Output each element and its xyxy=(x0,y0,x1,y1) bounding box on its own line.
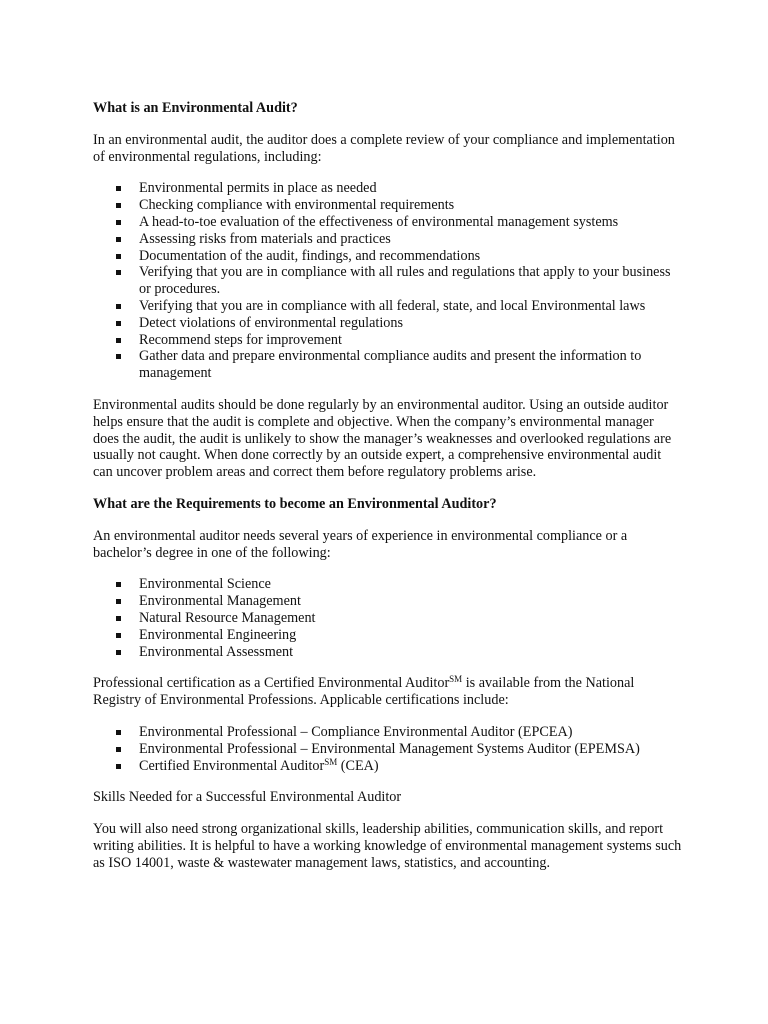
list-item: Environmental Assessment xyxy=(93,644,683,661)
list-item: Verifying that you are in compliance with all rules and regulations that apply to your business or procedures. xyxy=(93,264,683,298)
list-item: Environmental permits in place as needed xyxy=(93,180,683,197)
section-heading-skills: Skills Needed for a Successful Environmental Auditor xyxy=(93,789,402,806)
certification-intro-paragraph: Professional certification as a Certified Environmental Auditor℠ is available from the National Registry of Environmental Professions. Applicable certifications include: xyxy=(93,674,635,709)
list-item: Assessing risks from materials and practices xyxy=(93,231,683,248)
bullet-icon xyxy=(116,747,121,752)
bullet-icon xyxy=(116,616,121,621)
skills-paragraph: You will also need strong organizational skills, leadership abilities, communication skills, and report writing abilities. It is helpful to have a working knowledge of environmental management systems such as ISO 14001, waste & wastewater management laws, statistics, and accounting. xyxy=(93,821,682,871)
list-item: Environmental Engineering xyxy=(93,627,683,644)
bullet-icon xyxy=(116,254,121,259)
bullet-icon xyxy=(116,582,121,587)
bullet-icon xyxy=(116,321,121,326)
intro-paragraph: In an environmental audit, the auditor does a complete review of your compliance and implementation of environmental regulations, including: xyxy=(93,131,675,165)
list-item: Environmental Professional – Compliance Environmental Auditor (EPCEA) xyxy=(93,724,683,741)
list-item: Documentation of the audit, findings, and recommendations xyxy=(93,248,683,265)
list-item: Checking compliance with environmental requirements xyxy=(93,197,683,214)
bullet-icon xyxy=(116,354,121,359)
bullet-icon xyxy=(116,304,121,309)
list-item: Detect violations of environmental regulations xyxy=(93,315,683,332)
bullet-icon xyxy=(116,237,121,242)
section-heading-environmental-audit: What is an Environmental Audit? xyxy=(93,100,298,116)
bullet-icon xyxy=(116,186,121,191)
bullet-icon xyxy=(116,338,121,343)
bullet-icon xyxy=(116,650,121,655)
bullet-icon xyxy=(116,203,121,208)
bullet-icon xyxy=(116,270,121,275)
list-item: A head-to-toe evaluation of the effectiveness of environmental management systems xyxy=(93,214,683,231)
document-page xyxy=(93,100,683,886)
list-item: Natural Resource Management xyxy=(93,610,683,627)
certification-list xyxy=(93,724,683,774)
bullet-icon xyxy=(116,633,121,638)
degree-list xyxy=(93,576,683,660)
list-item: Environmental Management xyxy=(93,593,683,610)
audit-checklist xyxy=(93,180,683,382)
bullet-icon xyxy=(116,730,121,735)
audit-explanation-paragraph: Environmental audits should be done regularly by an environmental auditor. Using an outside auditor helps ensure that the audit is complete and objective. When the company’s environmental manager does the audit, the audit is unlikely to show the manager’s weaknesses and overlooked regulations are usually not caught. When done correctly by an outside expert, a comprehensive environmental audit can uncover problem areas and correct them before regulatory problems arise. xyxy=(93,396,672,481)
list-item: Verifying that you are in compliance with all federal, state, and local Environmental laws xyxy=(93,298,683,315)
list-item: Certified Environmental Auditor℠ (CEA) xyxy=(93,758,683,775)
list-item: Recommend steps for improvement xyxy=(93,332,683,349)
list-item: Environmental Science xyxy=(93,576,683,593)
requirements-intro-paragraph: An environmental auditor needs several years of experience in environmental compliance or a bachelor’s degree in one of the following: xyxy=(93,527,628,561)
list-item: Gather data and prepare environmental compliance audits and present the information to management xyxy=(93,348,683,382)
bullet-icon xyxy=(116,220,121,225)
service-mark: SM xyxy=(449,674,463,685)
bullet-icon xyxy=(116,599,121,604)
bullet-icon xyxy=(116,764,121,769)
list-item: Environmental Professional – Environmental Management Systems Auditor (EPEMSA) xyxy=(93,741,683,758)
section-heading-requirements: What are the Requirements to become an Environmental Auditor? xyxy=(93,495,497,512)
service-mark: SM xyxy=(324,756,338,767)
